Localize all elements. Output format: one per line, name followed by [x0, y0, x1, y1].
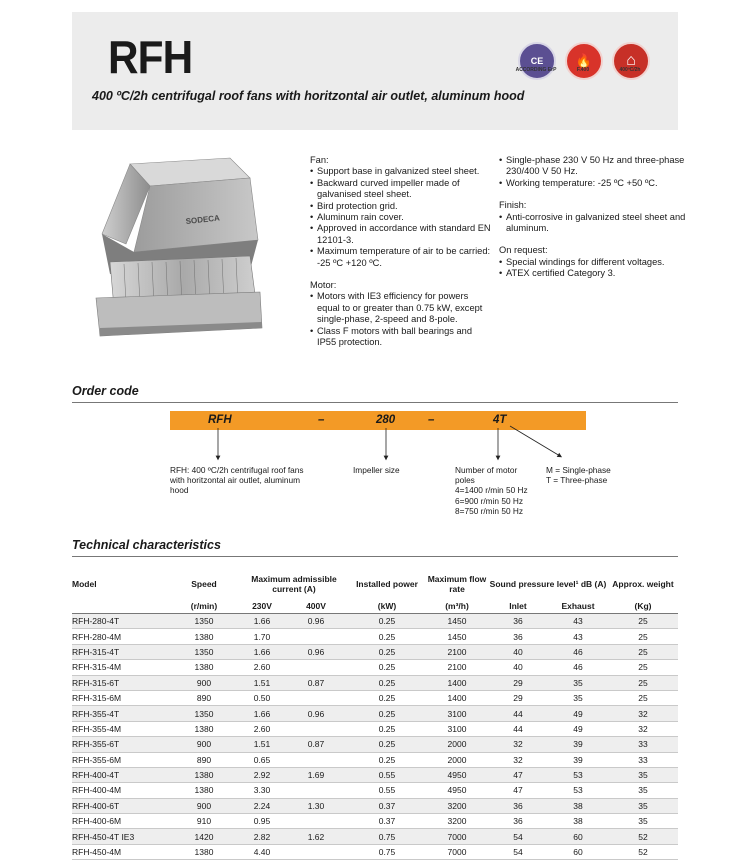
- cell-speed: 910: [168, 814, 240, 829]
- cell-power: 0.25: [348, 690, 426, 705]
- cell-speed: 890: [168, 690, 240, 705]
- cell-current-400v: 1.69: [284, 767, 348, 782]
- fire-f400-badge-label: F.400: [576, 67, 590, 73]
- cell-sound-exhaust: 35: [548, 675, 608, 690]
- cell-sound-exhaust: 43: [548, 614, 608, 629]
- table-row: [72, 706, 678, 721]
- order-code-size: 280: [376, 414, 396, 426]
- unit-400v: 400V: [284, 598, 348, 614]
- table-row: [72, 629, 678, 644]
- request-item: • Special windings for different voltages.: [499, 257, 689, 268]
- cell-speed: 1350: [168, 706, 240, 721]
- cell-power: 0.25: [348, 675, 426, 690]
- cell-weight: 25: [608, 614, 678, 629]
- motor-item: • Class F motors with ball bearings and IP55 protection.: [310, 326, 492, 349]
- fan-item: • Approved in accordance with standard EN 12101-3.: [310, 223, 492, 246]
- cell-flow: 3200: [426, 814, 488, 829]
- cell-power: 0.25: [348, 706, 426, 721]
- cell-weight: 25: [608, 660, 678, 675]
- cell-model: RFH-400-6M: [72, 814, 168, 829]
- cell-power: 0.75: [348, 829, 426, 844]
- order-label-size: Impeller size: [353, 465, 400, 475]
- cell-power: 0.55: [348, 783, 426, 798]
- cell-power: 0.25: [348, 737, 426, 752]
- cell-current-400v: [284, 721, 348, 736]
- cell-current-230v: 4.40: [240, 844, 284, 859]
- cell-flow: 4950: [426, 767, 488, 782]
- table-row: [72, 844, 678, 859]
- cell-current-400v: 0.96: [284, 614, 348, 629]
- cell-flow: 1450: [426, 629, 488, 644]
- cell-sound-exhaust: 38: [548, 814, 608, 829]
- cell-flow: 7000: [426, 844, 488, 859]
- cell-sound-inlet: 44: [488, 706, 548, 721]
- cell-current-400v: [284, 752, 348, 767]
- finish-item: • Anti-corrosive in galvanized steel sheet and aluminum.: [499, 212, 689, 235]
- request-heading: On request:: [499, 245, 548, 256]
- cell-sound-inlet: 36: [488, 814, 548, 829]
- table-row: [72, 752, 678, 767]
- ce-erp-badge-label: ACCORDING ErP: [515, 67, 557, 73]
- cell-speed: 1380: [168, 767, 240, 782]
- cell-model: RFH-280-4T: [72, 614, 168, 629]
- unit-inlet: Inlet: [488, 598, 548, 614]
- cell-current-230v: 0.65: [240, 752, 284, 767]
- order-label-poles: Number of motor poles 4=1400 r/min 50 Hz 6=900 r/min 50 Hz 8=750 r/min 50 Hz: [455, 465, 528, 516]
- cell-power: 0.37: [348, 798, 426, 813]
- cell-model: RFH-450-4T IE3: [72, 829, 168, 844]
- order-code-dash: –: [428, 414, 435, 426]
- cell-flow: 2100: [426, 644, 488, 659]
- cell-speed: 1350: [168, 644, 240, 659]
- cell-current-230v: 1.66: [240, 706, 284, 721]
- cell-weight: 35: [608, 783, 678, 798]
- cell-sound-exhaust: 53: [548, 783, 608, 798]
- fire-400c-2h-badge-label: 400ºC/2h: [619, 67, 641, 73]
- technical-rule: [72, 556, 678, 557]
- cell-flow: 1450: [426, 614, 488, 629]
- cell-flow: 7000: [426, 829, 488, 844]
- fan-item: • Backward curved impeller made of galvanised steel sheet.: [310, 178, 492, 201]
- cell-current-230v: 1.66: [240, 644, 284, 659]
- page-subtitle: 400 ºC/2h centrifugal roof fans with horitzontal air outlet, aluminum hood: [92, 89, 525, 103]
- cell-current-230v: 3.30: [240, 783, 284, 798]
- cell-current-230v: 2.60: [240, 660, 284, 675]
- column-header-power: Installed power: [356, 579, 418, 589]
- cell-current-230v: 1.66: [240, 614, 284, 629]
- order-code-dash: –: [318, 414, 325, 426]
- technical-table: [72, 570, 678, 860]
- unit-flow: (m³/h): [426, 598, 488, 614]
- cell-sound-inlet: 36: [488, 614, 548, 629]
- fan-item: • Aluminum rain cover.: [310, 212, 492, 223]
- cell-current-230v: 0.50: [240, 690, 284, 705]
- cell-sound-inlet: 54: [488, 844, 548, 859]
- fan-item: • Maximum temperature of air to be carried: -25 ºC +120 ºC.: [310, 246, 492, 269]
- cell-current-400v: [284, 783, 348, 798]
- cell-weight: 25: [608, 675, 678, 690]
- cell-weight: 35: [608, 798, 678, 813]
- cell-sound-inlet: 36: [488, 629, 548, 644]
- motor-item: • Single-phase 230 V 50 Hz and three-phase 230/400 V 50 Hz.: [499, 155, 689, 178]
- cell-model: RFH-315-4T: [72, 644, 168, 659]
- unit-230v: 230V: [240, 598, 284, 614]
- technical-table-body: [72, 614, 678, 860]
- cell-sound-exhaust: 60: [548, 829, 608, 844]
- cell-sound-inlet: 36: [488, 798, 548, 813]
- cell-weight: 25: [608, 690, 678, 705]
- cell-power: 0.55: [348, 767, 426, 782]
- cell-current-400v: [284, 844, 348, 859]
- cell-current-400v: [284, 690, 348, 705]
- cell-current-230v: 2.92: [240, 767, 284, 782]
- cell-sound-inlet: 29: [488, 690, 548, 705]
- motor-item: • Working temperature: -25 ºC +50 ºC.: [499, 178, 689, 189]
- cell-model: RFH-355-6M: [72, 752, 168, 767]
- cell-weight: 33: [608, 752, 678, 767]
- column-header-flow: Maximum flow rate: [427, 574, 487, 594]
- cell-model: RFH-280-4M: [72, 629, 168, 644]
- cell-flow: 3100: [426, 721, 488, 736]
- cell-speed: 1380: [168, 629, 240, 644]
- cell-speed: 1380: [168, 844, 240, 859]
- unit-speed: (r/min): [168, 598, 240, 614]
- cell-speed: 890: [168, 752, 240, 767]
- table-row: [72, 767, 678, 782]
- cell-sound-exhaust: 60: [548, 844, 608, 859]
- cell-flow: 3100: [426, 706, 488, 721]
- cell-flow: 1400: [426, 675, 488, 690]
- cell-weight: 25: [608, 644, 678, 659]
- cell-model: RFH-315-4M: [72, 660, 168, 675]
- order-code-model: RFH: [208, 414, 232, 426]
- table-row: [72, 614, 678, 629]
- cell-sound-exhaust: 46: [548, 644, 608, 659]
- technical-heading: Technical characteristics: [72, 538, 221, 552]
- cell-sound-inlet: 29: [488, 675, 548, 690]
- cell-sound-inlet: 47: [488, 783, 548, 798]
- cell-speed: 1380: [168, 721, 240, 736]
- cell-model: RFH-400-4M: [72, 783, 168, 798]
- cell-flow: 2000: [426, 737, 488, 752]
- cell-flow: 3200: [426, 798, 488, 813]
- cell-flow: 2100: [426, 660, 488, 675]
- cell-sound-inlet: 32: [488, 752, 548, 767]
- unit-exhaust: Exhaust: [548, 598, 608, 614]
- unit-power: (kW): [348, 598, 426, 614]
- motor-heading: Motor:: [310, 280, 337, 291]
- cell-speed: 1380: [168, 660, 240, 675]
- cell-current-230v: 0.95: [240, 814, 284, 829]
- cell-weight: 33: [608, 737, 678, 752]
- cell-current-400v: [284, 660, 348, 675]
- cell-weight: 35: [608, 814, 678, 829]
- cell-speed: 1380: [168, 783, 240, 798]
- cell-flow: 2000: [426, 752, 488, 767]
- cell-weight: 32: [608, 721, 678, 736]
- column-header-current: Maximum admissible current (A): [251, 574, 337, 594]
- cell-power: 0.25: [348, 644, 426, 659]
- cell-speed: 900: [168, 675, 240, 690]
- fan-heading: Fan:: [310, 155, 329, 165]
- table-row: [72, 644, 678, 659]
- cell-sound-inlet: 47: [488, 767, 548, 782]
- page-title: RFH: [108, 31, 193, 83]
- cell-sound-exhaust: 39: [548, 752, 608, 767]
- cell-model: RFH-355-4M: [72, 721, 168, 736]
- cell-sound-exhaust: 38: [548, 798, 608, 813]
- unit-weight: (Kg): [608, 598, 678, 614]
- cell-sound-inlet: 40: [488, 644, 548, 659]
- cell-speed: 900: [168, 798, 240, 813]
- table-row: [72, 829, 678, 844]
- cell-power: 0.25: [348, 752, 426, 767]
- cell-sound-exhaust: 49: [548, 706, 608, 721]
- finish-heading: Finish:: [499, 200, 527, 211]
- cell-sound-inlet: 40: [488, 660, 548, 675]
- cell-weight: 52: [608, 829, 678, 844]
- cell-model: RFH-315-6M: [72, 690, 168, 705]
- cell-current-230v: 2.24: [240, 798, 284, 813]
- ce-erp-badge-icon: CE: [518, 42, 556, 80]
- cell-sound-inlet: 32: [488, 737, 548, 752]
- cell-sound-exhaust: 49: [548, 721, 608, 736]
- cell-model: RFH-355-4T: [72, 706, 168, 721]
- fan-item: • Bird protection grid.: [310, 201, 492, 212]
- table-row: [72, 783, 678, 798]
- order-label-phase: M = Single-phase T = Three-phase: [546, 465, 611, 486]
- cell-current-400v: 0.87: [284, 675, 348, 690]
- motor-item: • Motors with IE3 efficiency for powers equal to or greater than 0.75 kW, except single-phase, 2-speed and 8-pole.: [310, 291, 492, 325]
- cell-current-400v: 0.96: [284, 644, 348, 659]
- table-row: [72, 690, 678, 705]
- cell-current-400v: 0.96: [284, 706, 348, 721]
- cell-power: 0.25: [348, 721, 426, 736]
- cell-weight: 35: [608, 767, 678, 782]
- request-item: • ATEX certified Category 3.: [499, 268, 689, 279]
- table-row: [72, 737, 678, 752]
- cell-weight: 52: [608, 844, 678, 859]
- cell-current-230v: 2.60: [240, 721, 284, 736]
- table-row: [72, 721, 678, 736]
- cell-sound-exhaust: 39: [548, 737, 608, 752]
- cell-current-400v: 1.62: [284, 829, 348, 844]
- fan-item: • Support base in galvanized steel sheet.: [310, 166, 492, 177]
- table-row: [72, 814, 678, 829]
- cell-sound-exhaust: 46: [548, 660, 608, 675]
- column-header-model: Model: [72, 579, 97, 589]
- table-row: [72, 660, 678, 675]
- cell-current-400v: [284, 629, 348, 644]
- cell-speed: 1350: [168, 614, 240, 629]
- cell-flow: 4950: [426, 783, 488, 798]
- table-row: [72, 675, 678, 690]
- cell-sound-inlet: 54: [488, 829, 548, 844]
- cell-speed: 1420: [168, 829, 240, 844]
- cell-weight: 32: [608, 706, 678, 721]
- fire-f400-badge-icon: 🔥: [565, 42, 603, 80]
- cell-current-230v: 1.51: [240, 675, 284, 690]
- cell-current-230v: 1.70: [240, 629, 284, 644]
- cell-sound-exhaust: 35: [548, 690, 608, 705]
- cell-model: RFH-450-4M: [72, 844, 168, 859]
- cell-power: 0.25: [348, 614, 426, 629]
- cell-power: 0.25: [348, 629, 426, 644]
- column-header-sound: Sound pressure level¹ dB (A): [489, 579, 607, 589]
- cell-current-400v: 1.30: [284, 798, 348, 813]
- cell-model: RFH-400-4T: [72, 767, 168, 782]
- cell-power: 0.25: [348, 660, 426, 675]
- cell-sound-exhaust: 53: [548, 767, 608, 782]
- cell-flow: 1400: [426, 690, 488, 705]
- cell-current-400v: [284, 814, 348, 829]
- cell-sound-inlet: 44: [488, 721, 548, 736]
- cell-power: 0.75: [348, 844, 426, 859]
- table-row: [72, 798, 678, 813]
- column-header-speed: Speed: [191, 579, 217, 589]
- cell-model: RFH-355-6T: [72, 737, 168, 752]
- cell-current-230v: 2.82: [240, 829, 284, 844]
- order-code-heading: Order code: [72, 384, 139, 398]
- cell-sound-exhaust: 43: [548, 629, 608, 644]
- fire-400c-2h-badge-icon: ⌂: [612, 42, 650, 80]
- order-label-model: RFH: 400 ºC/2h centrifugal roof fans with horitzontal air outlet, aluminum hood: [170, 465, 304, 496]
- cell-model: RFH-315-6T: [72, 675, 168, 690]
- cell-model: RFH-400-6T: [72, 798, 168, 813]
- cell-power: 0.37: [348, 814, 426, 829]
- column-header-weight: Approx. weight: [612, 579, 674, 589]
- order-code-poles: 4T: [493, 414, 507, 426]
- cell-weight: 25: [608, 629, 678, 644]
- cell-current-230v: 1.51: [240, 737, 284, 752]
- cell-speed: 900: [168, 737, 240, 752]
- product-logo: SODECA: [185, 213, 221, 226]
- cell-current-400v: 0.87: [284, 737, 348, 752]
